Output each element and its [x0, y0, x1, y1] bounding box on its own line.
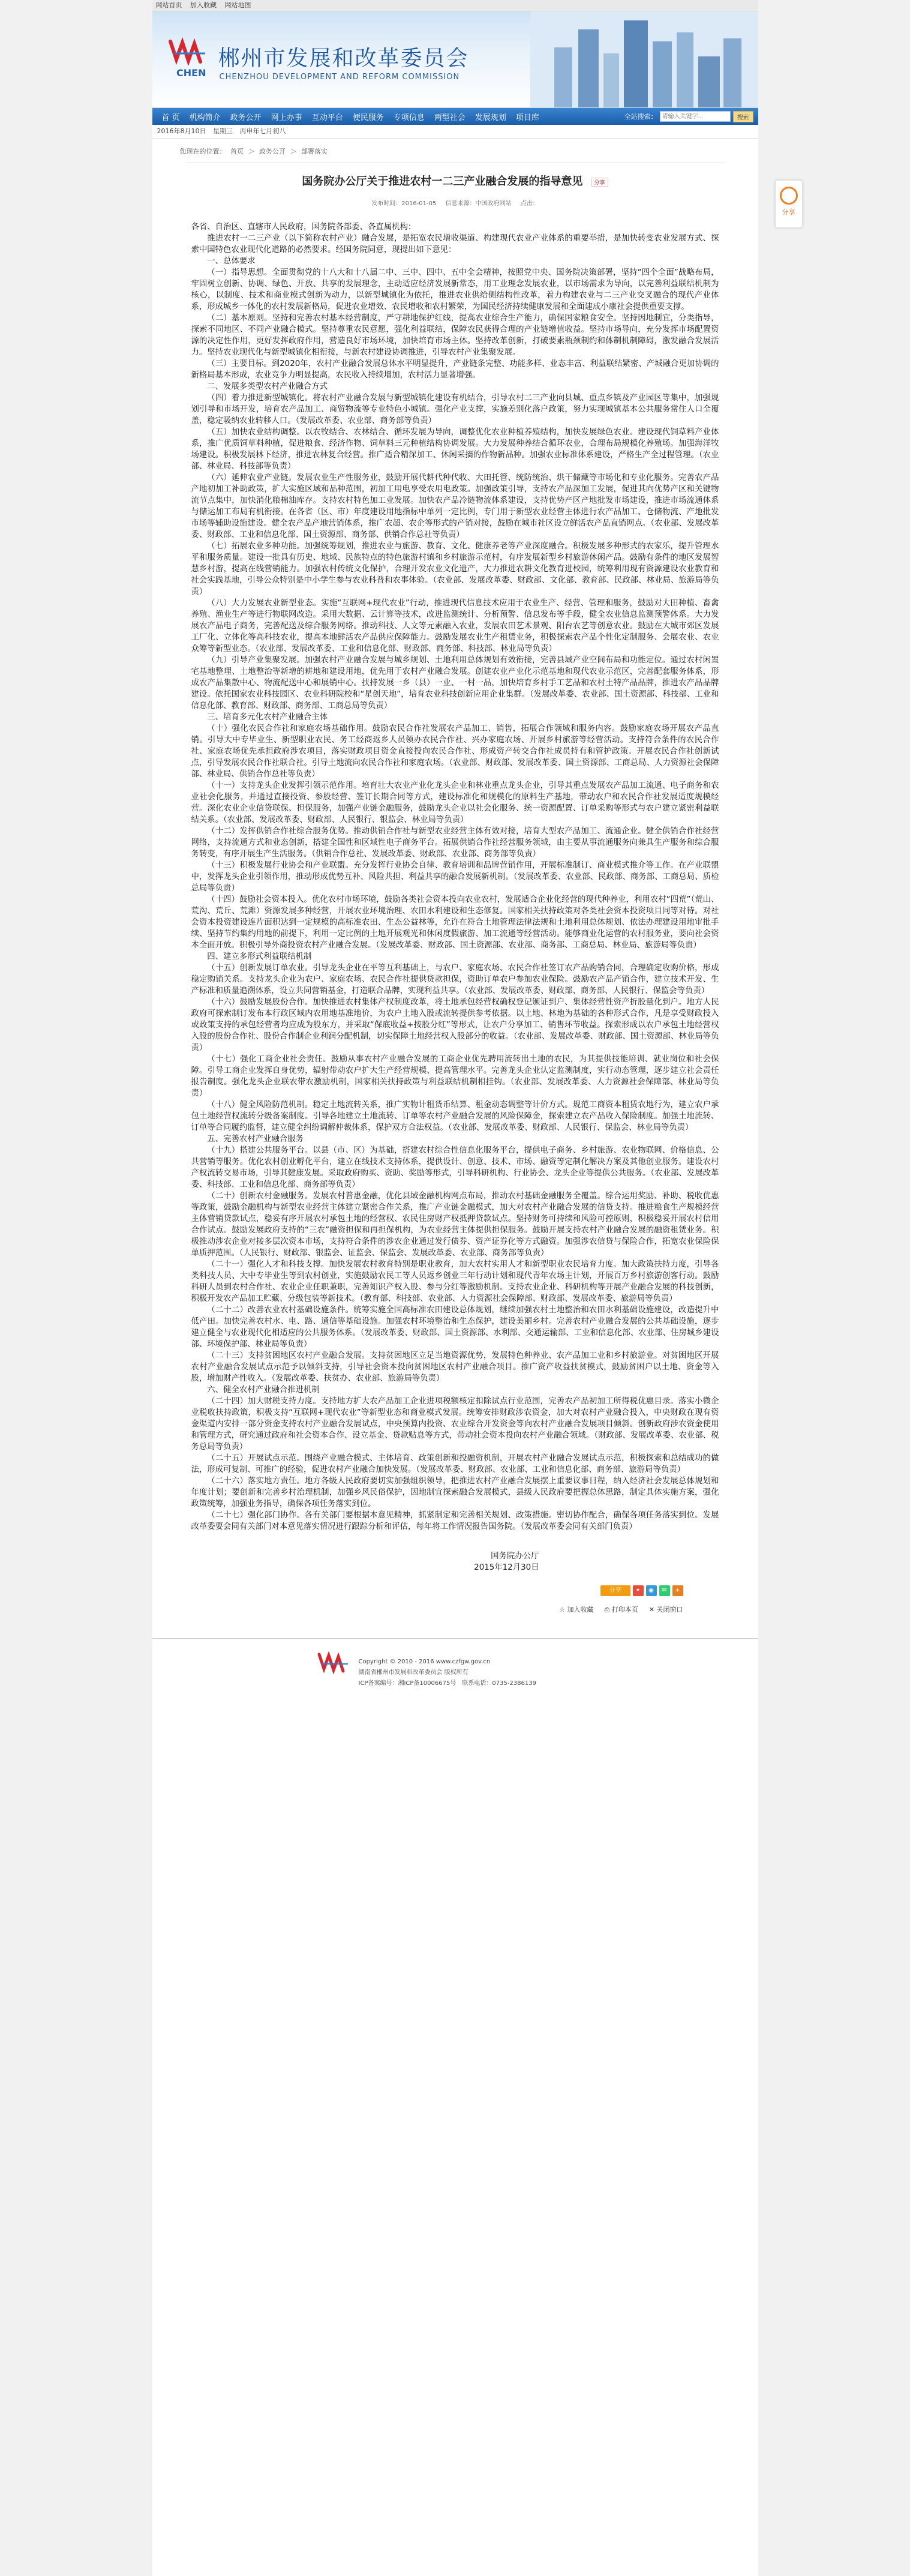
article-paragraph: 四、建立多形式利益联结机制 [207, 952, 312, 961]
article-paragraph: （一）指导思想。全面贯彻党的十八大和十八届二中、三中、四中、五中全会精神，按照党中央、国务院决策部署，坚持“四个全面”战略布局，牢固树立创新、协调、绿色、开放、共享的发展理念，主动适应经济发展新常态，用工业理念发展农业，以市场需求为导向，以完善利益联结机制为核心，以制度、技术和商业模式创新为动力，以新型城镇化为依托，推进农业供给侧结构性改革，着力构建农业与二三产业交叉融合的现代产业体系，形成城乡一体化的农村发展新格局，促进农业增效、农民增收和农村繁荣，为国民经济持续健康发展和全面建成小康社会提供重要支撑。 [191, 268, 719, 311]
article-paragraph: 三、培育多元化农村产业融合主体 [207, 713, 328, 722]
nav-project-library[interactable]: 项目库 [515, 113, 539, 122]
article-paragraph: （十六）鼓励发展股份合作。加快推进农村集体产权制度改革，将土地承包经营权确权登记颁证到户、集体经营性资产折股量化到户。地方人民政府可探索制订发布本行政区域内农用地基准地价，为农户土地入股或流转提供参考依据。以土地、林地为基础的各种形式合作，凡是享受财政投入或政策支持的承包经营者均应成为股东方，并采取“保底收益+按股分红”等形式，让农户分享加工、销售环节收益。探索形成以农户承包土地经营权入股的股份合作社、股份合作制企业利润分配机制，切实保障土地经营权入股部分的收益。（农业部、发展改革委、财政部、国土资源部、林业局等负责） [191, 998, 719, 1052]
lunar-date: 丙申年七月初八 [239, 127, 286, 135]
article-paragraph: （十二）发挥供销合作社综合服务优势。推动供销合作社与新型农业经营主体有效对接，培育大型农产品加工、流通企业。健全供销合作社经营网络，支持流通方式和业态创新，搭建全国性和区域性电子商务平台。拓展供销合作社经营服务领域，由主要从事流通服务向兼具生产服务和综合服务转变，有序开展生产生活服务。（供销合作总社、发展改革委、财政部、农业部、商务部等负责） [191, 827, 719, 859]
article-signature [191, 1551, 719, 1573]
article-paragraph: （二十五）开展试点示范。围绕产业融合模式、主体培育、政策创新和投融资机制，开展农村产业融合发展试点示范，积极探索和总结成功的做法，形成可复制、可推广的经验，促进农村产业融合加快发展。（发展改革委、财政部、农业部、工业和信息化部、商务部、旅游局等负责） [191, 1454, 719, 1474]
date-bar [152, 125, 758, 139]
footer-owner: 湖南省郴州市发展和改革委员会 版权所有 [358, 1669, 468, 1676]
footer-phone: 联系电话：0735-2386139 [462, 1680, 536, 1687]
close-window-label: 关闭窗口 [656, 1606, 683, 1614]
article-paragraph: 五、完善农村产业融合服务 [207, 1135, 304, 1144]
article-paragraph: （二十）创新农村金融服务。发展农村普惠金融，优化县域金融机构网点布局，推动农村基础金融服务全覆盖。综合运用奖励、补助、税收优惠等政策，鼓励金融机构与新型农业经营主体建立紧密合作关系，推广产业链金融模式，加大对农村产业融合发展的信贷支持。推进粮食生产规模经营主体营销贷款试点，稳妥有序开展农村承包土地的经营权、农民住房财产权抵押贷款试点。坚持财务可持续和风险可控原则，积极稳妥开展农村信用合作试点。鼓励发展政府支持的“三农”融资担保和再担保机构，为农业经营主体提供担保服务。鼓励开展支持农村产业融合发展的融资租赁业务。积极推动涉农企业对接多层次资本市场，支持符合条件的涉农企业通过发行债券、资产证券化等方式融资。加强涉农信贷与保险合作，拓宽农业保险保单质押范围。（人民银行、财政部、银监会、证监会、保监会、发展改革委、农业部、商务部等负责） [191, 1192, 719, 1258]
article-title-text: 国务院办公厅关于推进农村一二三产业融合发展的指导意见 [302, 175, 583, 188]
breadcrumb-sep: ＞ [290, 148, 297, 155]
nav-interaction[interactable]: 互动平台 [311, 113, 343, 122]
page-tools [191, 1605, 719, 1614]
article-paragraph: （六）延伸农业产业链。发展农业生产性服务业，鼓励开展代耕代种代收、大田托管、统防统治、烘干储藏等市场化和专业化服务。完善农产品产地初加工补助政策，扩大实施区域和品种范围，初加工用电享受农用电政策。加强政策引导，支持农产品深加工发展，促进其向优势产区和关键物流节点集中，加快消化粮棉油库存。支持农村特色加工业发展。加快农产品冷链物流体系建设，支持优势产区产地批发市场建设，推进市场流通体系与储运加工布局有机衔接。在各省（区、市）年度建设用地指标中单列一定比例，专门用于新型农业经营主体进行农产品加工、仓储物流、产地批发市场等辅助设施建设。健全农产品产地营销体系，推广农超、农企等形式的产销对接，鼓励在城市社区设立鲜活农产品直销网点。（农业部、发展改革委、财政部、工业和信息化部、国土资源部、商务部、供销合作总社等负责） [191, 473, 719, 539]
site-footer [152, 1639, 758, 1705]
article-paragraph: （二）基本原则。坚持和完善农村基本经营制度，严守耕地保护红线，提高农业综合生产能力，确保国家粮食安全。坚持因地制宜，分类指导，探索不同地区、不同产业融合模式。坚持尊重农民意愿，强化利益联结，保障农民获得合理的产业链增值收益。坚持市场导向，充分发挥市场配置资源的决定性作用，更好发挥政府作用，营造良好市场环境，加快培育市场主体。坚持改革创新，打破要素瓶颈制约和体制机制障碍，激发融合发展活力。坚持农业现代化与新型城镇化相衔接，与新农村建设协调推进，引导农村产业集聚发展。 [191, 314, 719, 357]
share-circle-icon [780, 187, 798, 205]
floating-share-widget[interactable] [775, 180, 803, 228]
article-paragraph: 六、健全农村产业融合推进机制 [207, 1386, 320, 1395]
share-mini-button[interactable]: 分享 [591, 178, 608, 187]
breadcrumb-gov-affairs[interactable]: 政务公开 [259, 148, 286, 155]
breadcrumb-home[interactable]: 首页 [230, 148, 244, 155]
site-search [624, 111, 753, 122]
nav-special-info[interactable]: 专项信息 [393, 113, 425, 122]
weibo-share-icon[interactable]: ✦ [633, 1585, 644, 1596]
star-icon: ☆ [559, 1606, 565, 1614]
article-paragraph: 各省、自治区、直辖市人民政府，国务院各部委、各直属机构： [191, 223, 416, 232]
main-nav [152, 108, 758, 125]
article-paragraph: （十三）积极发展行业协会和产业联盟。充分发挥行业协会自律、教育培训和品牌营销作用，开展标准制订、商业模式推介等工作。在产业联盟中，发挥龙头企业引领作用，推动形成优势互补、风险共担、利益共享的融合发展新机制。（发展改革委、农业部、民政部、商务部、工商总局、质检总局等负责） [191, 861, 719, 893]
article-paragraph: （三）主要目标。到2020年，农村产业融合发展总体水平明显提升，产业链条完整、功能多样、业态丰富、利益联结紧密、产城融合更加协调的新格局基本形成，农业竞争力明显提高，农民收入持续增加，农村活力显著增强。 [191, 359, 719, 380]
site-banner [152, 11, 758, 108]
add-favorite-link[interactable] [559, 1605, 593, 1614]
nav-home[interactable]: 首 页 [161, 113, 180, 122]
article-body [191, 221, 719, 1533]
footer-icp: ICP备案编号：湘ICP备10006675号 [358, 1680, 456, 1687]
close-window-link[interactable] [649, 1605, 683, 1614]
page [152, 0, 795, 2576]
logo-text: CHEN [176, 67, 206, 79]
article-paragraph: （十八）健全风险防范机制。稳定土地流转关系，推广实物计租货币结算、租金动态调整等计价方式。规范工商资本租赁农地行为，建立农户承包土地经营权流转分级备案制度。引导各地建立土地流转、订单等农村产业融合发展的风险保障金，探索建立农产品收入保险制度。加强土地流转、订单等合同履约监督，建立健全纠纷调解仲裁体系，保护双方合法权益。（农业部、发展改革委、财政部、人民银行、保监会、林业局等负责） [191, 1100, 719, 1132]
sitemap-link[interactable]: 网站地图 [224, 1, 251, 9]
site-subtitle: CHENZHOU DEVELOPMENT AND REFORM COMMISSION [219, 73, 460, 82]
article-paragraph: （七）拓展农业多种功能。加强统筹规划，推进农业与旅游、教育、文化、健康养老等产业深度融合。积极发展多种形式的农家乐，提升管理水平和服务质量。建设一批具有历史、地域、民族特点的特色旅游村镇和乡村旅游示范村，有序发展新型乡村旅游休闲产品。鼓励有条件的地区发展智慧乡村游，提高在线营销能力。加强农村传统文化保护，合理开发农业文化遗产，大力推进农耕文化教育进校园，统筹利用现有资源建设农业教育和社会实践基地，引导公众特别是中小学生参与农业科普和农事体验。（农业部、发展改革委、财政部、文化部、教育部、民政部、林业局、旅游局等负责） [191, 542, 719, 596]
article-paragraph: （十四）鼓励社会资本投入。优化农村市场环境，鼓励各类社会资本投向农业农村，发展适合企业化经营的现代种养业，利用农村“四荒”（荒山、荒沟、荒丘、荒滩）资源发展多种经营，开展农业环境治理、农田水利建设和生态修复。国家相关扶持政策对各类社会资本投资项目同等对待。对社会资本投资建设连片面积达到一定规模的高标准农田、生态公益林等，允许在符合土地管理法律法规和土地利用总体规划、依法办理建设用地审批手续、坚持节约集约用地的前提下，利用一定比例的土地开展观光和休闲度假旅游、加工流通等经营活动。能够商业化运营的农村服务业，要向社会资本全面开放。积极引导外商投资农村产业融合发展。（发展改革委、财政部、国土资源部、农业部、商务部、工商总局、林业局、旅游局等负责） [191, 895, 719, 950]
article-paragraph: （二十二）改善农业农村基础设施条件。统筹实施全国高标准农田建设总体规划，继续加强农村土地整治和农田水利基础设施建设，改造提升中低产田。加快完善农村水、电、路、通信等基础设施。加强农村环境整治和生态保护，建设美丽乡村。完善农村产业融合发展的公共基础设施，逐步建立健全与农业现代化相适应的公共服务体系。（发展改革委、财政部、国土资源部、水利部、交通运输部、工业和信息化部、农业部、住房城乡建设部、环境保护部、林业局等负责） [191, 1306, 719, 1349]
article-paragraph: （二十一）强化人才和科技支撑。加快发展农村教育特别是职业教育，加大农村实用人才和新型职业农民培育力度。加大政策扶持力度，引导各类科技人员、大中专毕业生等到农村创业，实施鼓励农民工等人员返乡创业三年行动计划和现代青年农场主计划，开展百万乡村旅游创客行动。鼓励科研人员到农村合作社、农业企业任职兼职，完善知识产权入股、参与分红等激励机制。支持农业企业、科研机构等开展产业融合发展的科技创新，积极开发农产品加工贮藏、分级包装等新技术。（教育部、科技部、农业部、人力资源社会保障部、财政部、发展改革委、旅游局等负责） [191, 1260, 719, 1303]
signature-date: 2015年12月30日 [474, 1563, 539, 1572]
nav-planning[interactable]: 发展规划 [474, 113, 506, 122]
qq-share-icon[interactable]: ◉ [646, 1585, 657, 1596]
add-favorite-label: 加入收藏 [567, 1606, 594, 1614]
breadcrumb-current[interactable]: 部署落实 [301, 148, 328, 155]
search-button[interactable]: 搜索 [733, 111, 753, 122]
breadcrumb [152, 145, 758, 159]
article-paragraph: （十七）强化工商企业社会责任。鼓励从事农村产业融合发展的工商企业优先聘用流转出土地的农民，为其提供技能培训、就业岗位和社会保障。引导工商企业发挥自身优势，辐射带动农户扩大生产经营规模、提高管理水平。完善龙头企业认定监测制度，实行动态管理，逐步建立社会责任报告制度。强化龙头企业联农带农激励机制，国家相关扶持政策与利益联结机制相挂钩。（农业部、发展改革委、人力资源社会保障部、林业局等负责） [191, 1055, 719, 1098]
article-paragraph: （十）强化农民合作社和家庭农场基础作用。鼓励农民合作社发展农产品加工、销售，拓展合作领域和服务内容。鼓励家庭农场开展农产品直销。引导大中专毕业生、新型职业农民、务工经商返乡人员领办农民合作社、兴办家庭农场、开展乡村旅游等经营活动。支持符合条件的农民合作社、家庭农场优先承担政府涉农项目，落实财政项目资金直接投向农民合作社、形成资产转交合作社成员持有和管护政策。开展农民合作社创新试点，引导发展农民合作社联合社。引导土地流向农民合作社和家庭农场。（农业部、财政部、发展改革委、国土资源部、工商总局、人力资源社会保障部、林业局、供销合作总社等负责） [191, 724, 719, 779]
article-paragraph: （十五）创新发展订单农业。引导龙头企业在平等互利基础上，与农户、家庭农场、农民合作社签订农产品购销合同，合理确定收购价格，形成稳定购销关系。支持龙头企业为农户、家庭农场、农民合作社提供贷款担保，资助订单农户参加农业保险。鼓励农产品产销合作，建立技术开发、生产标准和质量追溯体系，设立共同营销基金，打造联合品牌，实现利益共享。（农业部、发展改革委、财政部、商务部、人民银行、保监会等负责） [191, 964, 719, 995]
publish-time: 发布时间：2016-01-05 [371, 200, 437, 207]
current-date: 2016年8月10日 [157, 127, 206, 135]
article-paragraph: （九）引导产业集聚发展。加强农村产业融合发展与城乡规划、土地利用总体规划有效衔接，完善县域产业空间布局和功能定位。通过农村闲置宅基地整理、土地整治等新增的耕地和建设用地，优先用于农村产业融合发展。创建农业产业化示范基地和现代农业示范区，完善配套服务体系，形成农产品集散中心、物流配送中心和展销中心。扶持发展一乡（县）一业、一村一品，加快培育乡村手工艺品和农村土特产品品牌，推进农产品品牌建设。依托国家农业科技园区、农业科研院校和“星创天地”，培育农业科技创新应用企业集群。（发展改革委、农业部、国土资源部、科技部、工业和信息化部、教育部、财政部、商务部、工商总局等负责） [191, 656, 719, 710]
breadcrumb-sep: ＞ [248, 148, 255, 155]
wechat-share-icon[interactable]: ✉ [659, 1585, 670, 1596]
article-paragraph: 二、发展多类型农村产业融合方式 [207, 382, 328, 391]
nav-public-service[interactable]: 便民服务 [352, 113, 384, 122]
top-links-bar [152, 0, 758, 11]
nav-gov-affairs[interactable]: 政务公开 [230, 113, 262, 122]
article-paragraph: （二十六）落实地方责任。地方各级人民政府要切实加强组织领导，把推进农村产业融合发展摆上重要议事日程，纳入经济社会发展总体规划和年度计划；要创新和完善乡村治理机制，加强乡风民俗保护，因地制宜探索融合发展模式，县级人民政府要把握总体思路，制定具体实施方案，强化政策统筹，加强业务指导，确保各项任务落实到位。 [191, 1477, 719, 1509]
article-title [152, 173, 758, 188]
footer-logo-icon [314, 1650, 353, 1688]
search-label: 全站搜索： [624, 113, 657, 121]
article-meta [152, 198, 758, 207]
floating-share-label: 分享 [782, 208, 795, 216]
print-link[interactable] [604, 1605, 638, 1614]
article-paragraph: （二十四）加大财税支持力度。支持地方扩大农产品加工企业进项税额核定扣除试点行业范围，完善农产品初加工所得税优惠目录。落实小微企业税收扶持政策，积极支持“互联网+现代农业”等新型业态和商业模式发展。统筹安排财政涉农资金，加大对农村产业融合投入，中央财政在现有资金渠道内安排一部分资金支持农村产业融合发展试点，中央预算内投资、农业综合开发资金等向农村产业融合发展项目倾斜。创新政府涉农资金使用和管理方式，研究通过政府和社会资本合作、设立基金、贷款贴息等方式，带动社会资本投向农村产业融合领域。（财政部、发展改革委、农业部、税务总局等负责） [191, 1397, 719, 1452]
footer-copyright: Copyright © 2010 - 2016 www.czfgw.gov.cn [358, 1659, 491, 1665]
info-source: 信息来源：中国政府网站 [445, 200, 512, 207]
nav-about[interactable]: 机构简介 [189, 113, 221, 122]
current-weekday: 星期三 [213, 127, 233, 135]
article-paragraph: （十一）支持龙头企业发挥引领示范作用。培育壮大农业产业化龙头企业和林业重点龙头企业，引导其重点发展农产品加工流通、电子商务和农业社会化服务，并通过直接投资、参股经营、签订长期合同等方式，建设标准化和规模化的原料生产基地，带动农户和农民合作社发展适度规模经营。深化农业企业信贷联保、担保服务，加强产业链金融服务，鼓励龙头企业以社会化服务、统一资源配置、订单采购等形式与农户建立紧密利益联结关系。（农业部、发展改革委、财政部、人民银行、银监会、林业局等负责） [191, 781, 719, 824]
share-bar [191, 1585, 719, 1600]
article-paragraph: （八）大力发展农业新型业态。实施“互联网+现代农业”行动，推进现代信息技术应用于农业生产、经营、管理和服务，鼓励对大田种植、畜禽养殖、渔业生产等进行物联网改造。采用大数据、云计算等技术，改进监测统计、分析预警、信息发布等手段，健全农业信息监测预警体系。大力发展农产品电子商务，完善配送及综合服务网络。推动科技、人文等元素融入农业，发展农田艺术景观、阳台农艺等创意农业。鼓励在大城市郊区发展工厂化、立体化等高科技农业，提高本地鲜活农产品供应保障能力。鼓励发展农业生产租赁业务，积极探索农产品个性化定制服务、会展农业、农业众筹等新型业态。（农业部、发展改革委、工业和信息化部、财政部、商务部、科技部、林业局等负责） [191, 599, 719, 653]
share-bar-button[interactable]: 分享 [600, 1585, 630, 1596]
article-paragraph: 推进农村一二三产业（以下简称农村产业）融合发展，是拓宽农民增收渠道、构建现代农业产业体系的重要举措，是加快转变农业发展方式、探索中国特色农业现代化道路的必然要求。经国务院同意，现提出如下意见： [191, 234, 719, 254]
article-paragraph: （二十七）强化部门协作。各有关部门要根据本意见精神，抓紧制定和完善相关规划、政策措施。密切协作配合，确保各项任务落实到位。发展改革委要会同有关部门对本意见落实情况进行跟踪分析和评估，每年将工作情况报告国务院。（发展改革委会同有关部门负责） [191, 1511, 719, 1531]
breadcrumb-prefix: 您现在的位置： [179, 148, 226, 155]
article-paragraph: 一、总体要求 [207, 257, 256, 266]
footer-text [359, 1657, 536, 1689]
article-paragraph: （四）着力推进新型城镇化。将农村产业融合发展与新型城镇化建设有机结合，引导农村二三产业向县城、重点乡镇及产业园区等集中，加强规划引导和市场开发，培育农产品加工、商贸物流等专业特色小城镇。强化产业支撑，实施差别化落户政策，努力实现城镇基本公共服务常住人口全覆盖，稳定吸纳农业转移人口。（发展改革委、农业部、商务部等负责） [191, 394, 719, 425]
article-paragraph: （十九）搭建公共服务平台。以县（市、区）为基础，搭建农村综合性信息化服务平台，提供电子商务、乡村旅游、农业物联网、价格信息、公共营销等服务。优化农村创业孵化平台，建立在线技术支持体系，提供设计、创意、技术、市场、融资等定制化解决方案及其他创业服务。建设农村产权流转交易市场，引导其健康发展。采取政府购买、资助、奖励等形式，引导科研机构、行业协会、龙头企业等提供公共服务。（农业部、发展改革委、科技部、工业和信息化部、商务部等负责） [191, 1146, 719, 1189]
home-link[interactable]: 网站首页 [155, 1, 182, 9]
favorite-link[interactable]: 加入收藏 [190, 1, 217, 9]
search-input[interactable] [660, 111, 731, 122]
print-label: 打印本页 [611, 1606, 638, 1614]
site-title: 郴州市发展和改革委员会 [218, 46, 469, 71]
more-share-icon[interactable]: + [672, 1585, 683, 1596]
site-logo-icon [164, 35, 211, 83]
view-count: 点击： [520, 200, 539, 207]
nav-online-service[interactable]: 网上办事 [271, 113, 302, 122]
article-paragraph: （五）加快农业结构调整。以农牧结合、农林结合、循环发展为导向，调整优化农业种植养殖结构，加快发展绿色农业。建设现代饲草料产业体系，推广优质饲草料种植，促进粮食、经济作物、饲草料三元种植结构协调发展。大力发展种养结合循环农业，合理布局规模化养殖场。加强海洋牧场建设。积极发展林下经济，推进农林复合经营。推广适合精深加工、休闲采摘的作物新品种。加强农业标准体系建设，严格生产全过程管理。（农业部、林业局、科技部等负责） [191, 428, 719, 471]
signature-org: 国务院办公厅 [491, 1552, 539, 1561]
city-skyline-image [530, 11, 758, 107]
close-icon: ✕ [648, 1606, 654, 1614]
footer-contact [359, 1678, 536, 1689]
article-paragraph: （二十三）支持贫困地区农村产业融合发展。支持贫困地区立足当地资源优势，发展特色种养业、农产品加工业和乡村旅游业。对贫困地区开展农村产业融合发展试点示范予以倾斜支持，引导社会资本投向贫困地区农村产业融合项目。推广资产收益扶贫模式，鼓励贫困户以土地、资金等入股，增加财产性收入。（发展改革委、扶贫办、农业部、旅游局等负责） [191, 1351, 719, 1383]
printer-icon: ⎙ [604, 1606, 610, 1614]
nav-two-type-society[interactable]: 两型社会 [434, 113, 465, 122]
